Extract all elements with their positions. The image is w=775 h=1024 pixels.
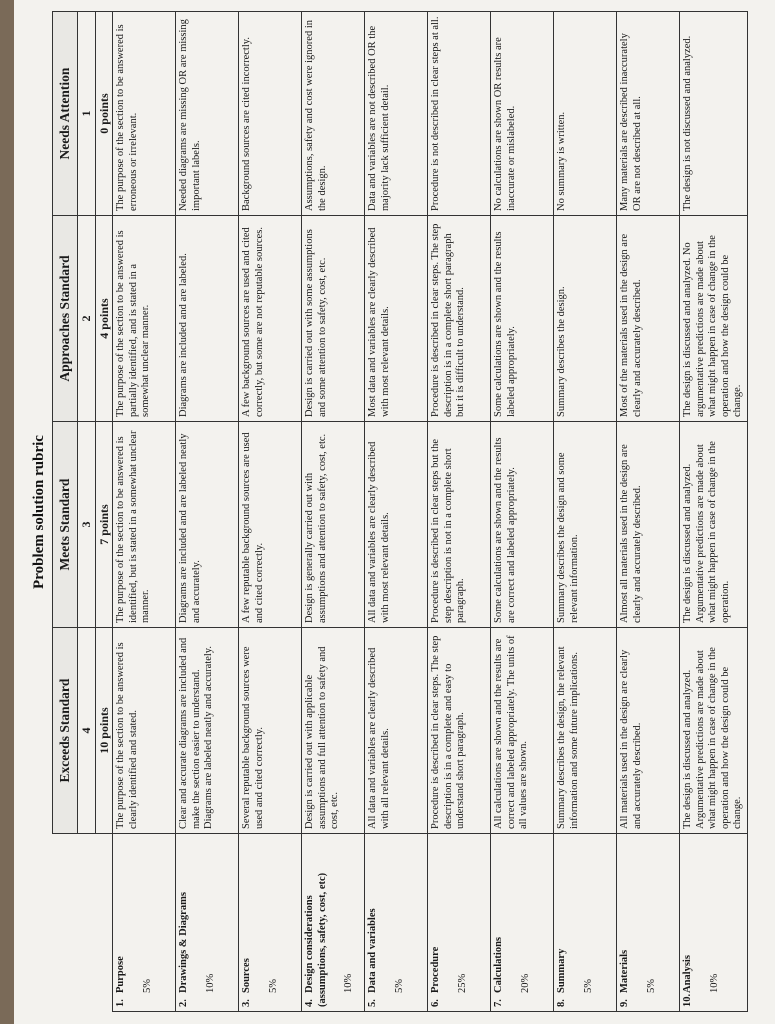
level-points: 4 points [95,216,112,422]
descriptor-cell: The purpose of the section to be answered is partially identified, and is stated in a somewhat unclear manner. [112,216,175,422]
descriptor-cell: Design is carried out with applicable assumptions and full attention to safety and cost, etc. [301,628,364,834]
criterion-name: Design considerations (assumptions, safety, cost, etc) [303,872,328,1007]
criterion-cell [301,834,364,1012]
descriptor-cell: No calculations are shown OR results are inaccurate or mislabeled. [490,12,553,216]
level-score: 4 [78,628,95,834]
descriptor-cell: Data and variables are not described OR the majority lack sufficient detail. [364,12,427,216]
criterion-number: 5. [366,999,378,1007]
level-score: 3 [78,422,95,628]
criterion-cell [553,834,616,1012]
corner-cell [53,834,113,1012]
level-points: 10 points [95,628,112,834]
descriptor-cell: Some calculations are shown and the results are correct and labeled appropriately. [490,422,553,628]
rubric-table [52,11,748,1012]
criterion-number: 4. [303,999,315,1007]
criterion-cell [175,834,238,1012]
descriptor-cell: Most of the materials used in the design are clearly and accurately described. [616,216,679,422]
criterion-weight: 5% [645,979,657,993]
level-name: Meets Standard [53,422,78,628]
descriptor-cell: The design is discussed and analyzed. No argumentative predictions are made about what might happen in case of change in the operation and how the design could be change. [679,216,747,422]
level-points: 0 points [95,12,112,216]
descriptor-cell: Assumptions, safety and cost were ignored in the design. [301,12,364,216]
criterion-cell [679,834,747,1012]
descriptor-cell: Procedure is described in clear steps. The step description is in a complete short paragraph but it is difficult to understand. [427,216,490,422]
criterion-number: 7. [492,999,504,1007]
level-score: 2 [78,216,95,422]
level-name-row [53,12,78,1012]
descriptor-cell: Diagrams are included and are labeled neatly and accurately. [175,422,238,628]
criterion-name: Drawings & Diagrams [177,892,189,993]
criterion-weight: 20% [519,973,531,993]
level-name: Needs Attention [53,12,78,216]
criterion-weight: 5% [393,979,405,993]
criterion-number: 9. [618,999,630,1007]
rubric-row [175,12,238,1012]
criterion-cell [616,834,679,1012]
criterion-name: Calculations [492,936,504,993]
criterion-weight: 10% [343,973,355,993]
criterion-name: Data and variables [366,908,378,993]
descriptor-cell: Procedure is not described in clear steps at all. [427,12,490,216]
criterion-weight: 10% [708,973,720,993]
rubric-row [490,12,553,1012]
descriptor-cell: Many materials are described inaccurately OR are not described at all. [616,12,679,216]
rubric-body [112,12,747,1012]
descriptor-cell: All calculations are shown and the results are correct and labeled appropriately. The units of all values are shown. [490,628,553,834]
descriptor-cell: Summary describes the design. [553,216,616,422]
rubric-row [616,12,679,1012]
level-points: 7 points [95,422,112,628]
criterion-cell [238,834,301,1012]
descriptor-cell: All data and variables are clearly described with most relevant details. [364,422,427,628]
criterion-weight: 25% [456,973,468,993]
descriptor-cell: A few reputable background sources are used and cited correctly. [238,422,301,628]
descriptor-cell: Almost all materials used in the design are clearly and accurately described. [616,422,679,628]
descriptor-cell: The design is discussed and analyzed. Argumentative predictions are made about what might happen in case of change in the operation and how the design could be change. [679,628,747,834]
rotated-document [22,12,767,1012]
criterion-name: Purpose [114,956,126,993]
descriptor-cell: No summary is written. [553,12,616,216]
criterion-cell [112,834,175,1012]
descriptor-cell: A few background sources are used and cited correctly, but some are not reputable sources. [238,216,301,422]
descriptor-cell: The purpose of the section to be answered is identified, but is stated in a somewhat unclear manner. [112,422,175,628]
level-score: 1 [78,12,95,216]
rubric-row [679,12,747,1012]
criterion-name: Procedure [429,946,441,993]
descriptor-cell: Background sources are cited incorrectly. [238,12,301,216]
descriptor-cell: The design is discussed and analyzed. Argumentative predictions are made about what might happen in case of change in the operation. [679,422,747,628]
level-name: Exceeds Standard [53,628,78,834]
descriptor-cell: Several reputable background sources were used and cited correctly. [238,628,301,834]
descriptor-cell: Needed diagrams are missing OR are missing important labels. [175,12,238,216]
criterion-name: Sources [240,958,252,993]
descriptor-cell: Summary describes the design, the relevant information and some future implications. [553,628,616,834]
descriptor-cell: All data and variables are clearly described with all relevant details. [364,628,427,834]
descriptor-cell: Some calculations are shown and the results labeled appropriately. [490,216,553,422]
descriptor-cell: Summary describes the design and some relevant information. [553,422,616,628]
criterion-name: Materials [618,949,630,993]
criterion-name: Summary [555,948,567,993]
criterion-name: Analysis [681,955,693,993]
criterion-weight: 5% [267,979,279,993]
descriptor-cell: Procedure is described in clear steps. The step description is in a complete and easy to understand short paragraph. [427,628,490,834]
criterion-number: 3. [240,999,252,1007]
rubric-row [364,12,427,1012]
descriptor-cell: Diagrams are included and are labeled. [175,216,238,422]
criterion-weight: 5% [582,979,594,993]
descriptor-cell: The purpose of the section to be answered is clearly identified and stated. [112,628,175,834]
criterion-cell [427,834,490,1012]
descriptor-cell: Design is generally carried out with assumptions and attention to safety, cost, etc. [301,422,364,628]
rubric-row [238,12,301,1012]
criterion-cell [490,834,553,1012]
criterion-number: 8. [555,999,567,1007]
descriptor-cell: All materials used in the design are clearly and accurately described. [616,628,679,834]
rubric-row [427,12,490,1012]
level-name: Approaches Standard [53,216,78,422]
criterion-number: 1. [114,999,126,1007]
paper-sheet [14,0,775,1024]
rubric-row [301,12,364,1012]
criterion-number: 10. [681,993,693,1007]
descriptor-cell: Most data and variables are clearly described with most relevant details. [364,216,427,422]
criterion-weight: 10% [204,973,216,993]
criterion-weight: 5% [141,979,153,993]
descriptor-cell: Design is carried out with some assumptions and some attention to safety, cost, etc. [301,216,364,422]
descriptor-cell: The purpose of the section to be answered is erroneous or irrelevant. [112,12,175,216]
criterion-cell [364,834,427,1012]
descriptor-cell: Clear and accurate diagrams are included and make the section easier to understand. Diagrams are labeled neatly and accurately. [175,628,238,834]
criterion-number: 6. [429,999,441,1007]
rubric-row [553,12,616,1012]
descriptor-cell: Procedure is described in clear steps but the step description is not in a complete short paragraph. [427,422,490,628]
rubric-row [112,12,175,1012]
descriptor-cell: The design is not discussed and analyzed. [679,12,747,216]
document-title: Problem solution rubric [31,435,47,589]
criterion-number: 2. [177,999,189,1007]
